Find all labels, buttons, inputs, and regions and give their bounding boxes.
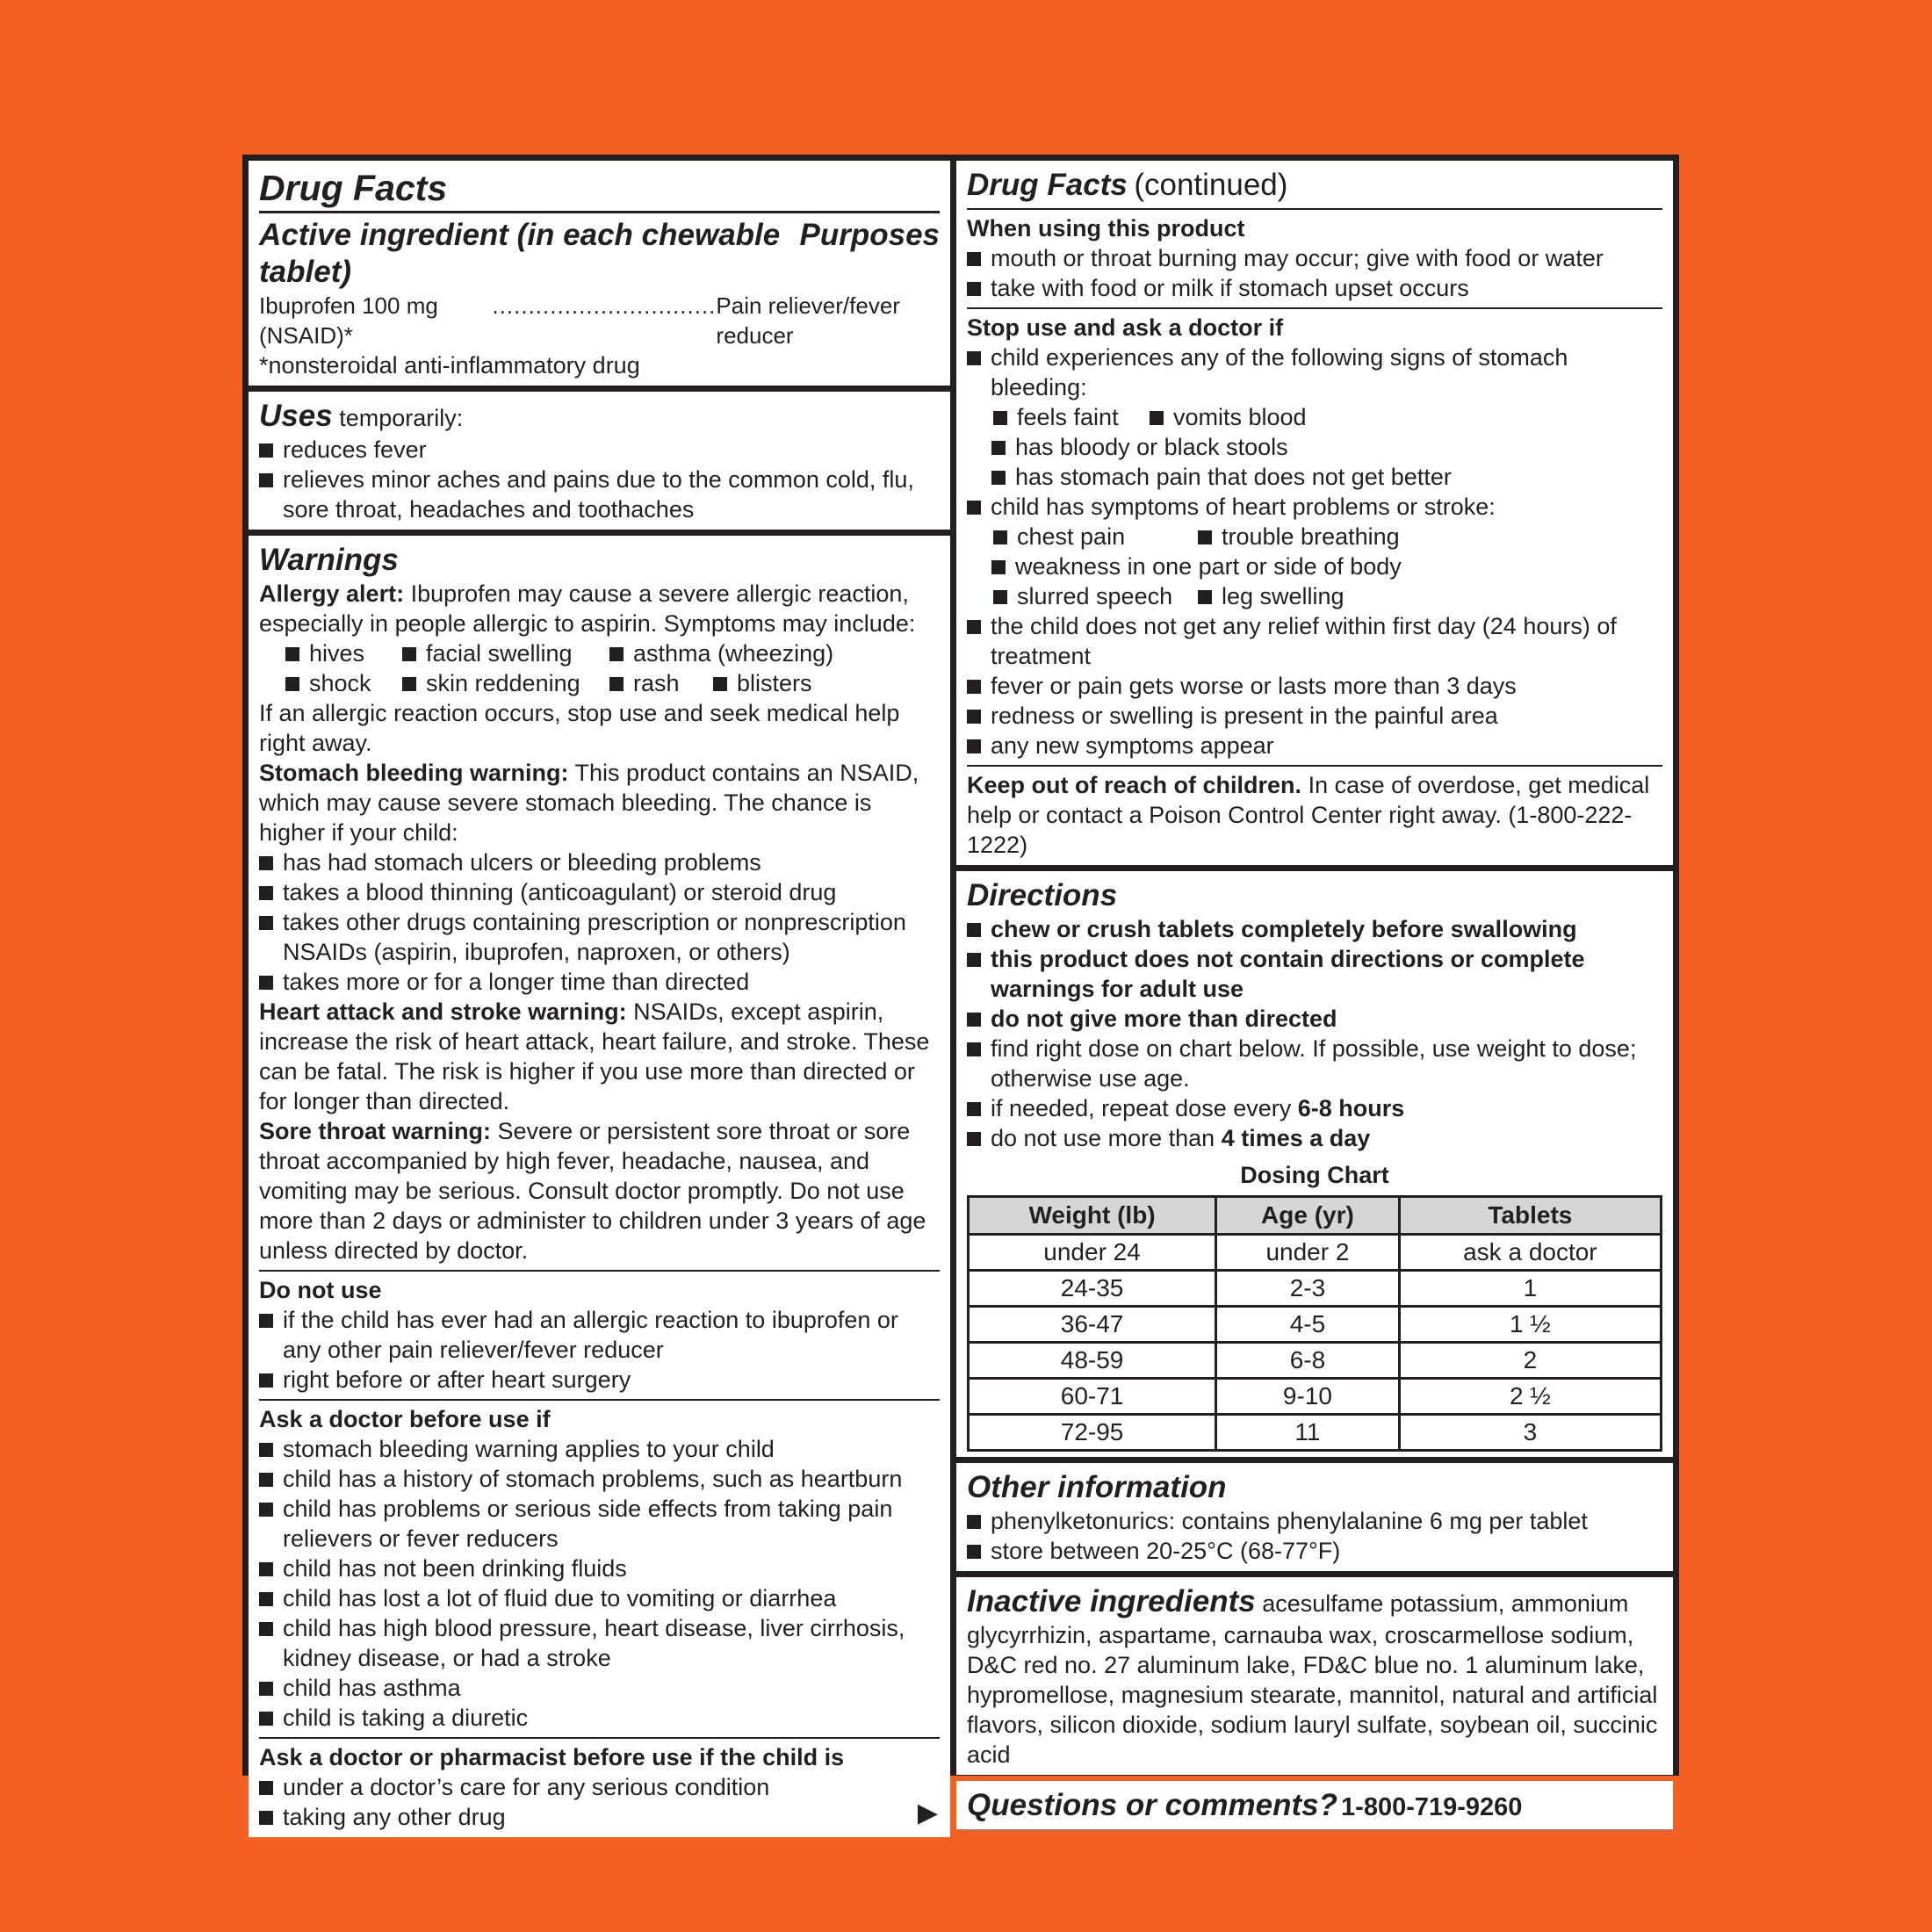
- table-header-row: [969, 1197, 1662, 1235]
- inactive-ingredients-title: Inactive ingredients: [967, 1584, 1256, 1618]
- other-information-panel: [956, 1463, 1673, 1571]
- active-ingredient-panel: [249, 161, 950, 386]
- list-item: find right dose on chart below. If possible, use weight to dose; otherwise use age.: [967, 1034, 1662, 1093]
- divider: [259, 211, 940, 213]
- table-row: [969, 1271, 1662, 1307]
- list-item: stomach bleeding warning applies to your child: [259, 1434, 940, 1464]
- heart-warning: Heart attack and stroke warning: NSAIDs, except aspirin, increase the risk of heart attack, heart failure, and stroke. These can be fatal. The risk is higher if you use more than directed or for longer than directed.: [259, 998, 930, 1114]
- list-item: if the child has ever had an allergic reaction to ibuprofen or any other pain reliever/fever reducer: [259, 1305, 940, 1365]
- allergy-alert: Allergy alert: Ibuprofen may cause a severe allergic reaction, especially in people allergic to aspirin. Symptoms may include:: [259, 580, 916, 637]
- inactive-ingredients-text: acesulfame potassium, ammonium glycyrrhizin, aspartame, carnauba wax, croscarmellose sodium, D&C red no. 27 aluminum lake, FD&C blue no. 1 aluminum lake, hypromellose, magnesium stearate, mannitol, natural and artificial flavors, silicon dioxide, sodium lauryl sulfate, soybean oil, succinic acid: [967, 1590, 1658, 1768]
- continued-suffix: (continued): [1134, 168, 1288, 202]
- table-cell: 2: [1399, 1343, 1661, 1379]
- dosing-chart: [967, 1195, 1662, 1452]
- bleeding-signs: [993, 402, 1662, 432]
- heart-signs: [993, 581, 1662, 611]
- warnings-title: Warnings: [259, 543, 399, 577]
- divider: [259, 1399, 940, 1401]
- table-row: [969, 1379, 1662, 1415]
- directions-panel: [956, 871, 1673, 1457]
- table-row: [969, 1343, 1662, 1379]
- table-cell: 36-47: [969, 1307, 1216, 1343]
- table-row: [969, 1307, 1662, 1343]
- list-item: takes more or for a longer time than directed: [259, 967, 940, 997]
- list-item: takes a blood thinning (anticoagulant) or steroid drug: [259, 877, 940, 907]
- symptom: shock: [285, 668, 402, 698]
- divider: [259, 1737, 940, 1739]
- uses-title: Uses: [259, 399, 333, 433]
- list-item: mouth or throat burning may occur; give with food or water: [967, 243, 1662, 273]
- left-column: [249, 161, 950, 1830]
- divider: [259, 1270, 940, 1272]
- do-not-use-heading: Do not use: [259, 1277, 382, 1303]
- divider: [967, 307, 1662, 309]
- table-cell: 24-35: [969, 1271, 1216, 1307]
- directions-title: Directions: [967, 878, 1118, 912]
- warnings-panel: [249, 536, 950, 1837]
- symptom: hives: [285, 638, 402, 668]
- list-item: child is taking a diuretic: [259, 1703, 940, 1733]
- table-cell: 6-8: [1216, 1343, 1400, 1379]
- list-item: child has problems or serious side effects from taking pain relievers or fever reducers: [259, 1494, 940, 1554]
- list-item: relieves minor aches and pains due to the common cold, flu, sore throat, headaches and toothaches: [259, 465, 940, 524]
- continued-title: Drug Facts: [967, 168, 1128, 202]
- sign: weakness in one part or side of body: [991, 551, 1662, 581]
- divider: [967, 765, 1662, 767]
- table-cell: 1: [1399, 1271, 1661, 1307]
- list-item: redness or swelling is present in the painful area: [967, 701, 1662, 731]
- allergy-after: If an allergic reaction occurs, stop use and seek medical help right away.: [259, 700, 900, 756]
- questions-title: Questions or comments?: [967, 1788, 1338, 1822]
- list-item: reduces fever: [259, 435, 940, 465]
- table-row: [969, 1415, 1662, 1451]
- sign: feels faint: [993, 402, 1150, 432]
- column-header: Weight (lb): [969, 1197, 1216, 1235]
- list-item: has had stomach ulcers or bleeding problems: [259, 847, 940, 877]
- list-item: phenylketonurics: contains phenylalanine 6 mg per tablet: [967, 1506, 1662, 1536]
- list-item: the child does not get any relief within first day (24 hours) of treatment: [967, 611, 1662, 671]
- sign: has stomach pain that does not get better: [991, 462, 1662, 492]
- column-header: Age (yr): [1216, 1197, 1400, 1235]
- list-item: right before or after heart surgery: [259, 1365, 940, 1395]
- list-item: takes other drugs containing prescription or nonprescription NSAIDs (aspirin, ibuprofen, naproxen, or others): [259, 907, 940, 967]
- drug-facts-title: Drug Facts: [259, 168, 448, 208]
- stop-use-heading: Stop use and ask a doctor if: [967, 314, 1284, 341]
- table-cell: 3: [1399, 1415, 1661, 1451]
- dosing-chart-title: Dosing Chart: [1240, 1162, 1389, 1188]
- ingredient-footnote: *nonsteroidal anti-inflammatory drug: [259, 352, 640, 378]
- sign: chest pain: [993, 522, 1198, 551]
- ask-doctor-heading: Ask a doctor before use if: [259, 1406, 551, 1432]
- allergy-symptoms: [285, 638, 940, 698]
- table-cell: 4-5: [1216, 1307, 1400, 1343]
- questions-phone: 1-800-719-9260: [1341, 1793, 1523, 1821]
- list-item: child has asthma: [259, 1673, 940, 1703]
- list-item: if needed, repeat dose every 6-8 hours: [967, 1093, 1662, 1123]
- table-cell: under 24: [969, 1235, 1216, 1271]
- table-cell: 72-95: [969, 1415, 1216, 1451]
- table-cell: under 2: [1216, 1235, 1400, 1271]
- continued-panel: [956, 161, 1673, 865]
- keep-out-of-reach: Keep out of reach of children. In case of overdose, get medical help or contact a Poison Control Center right away. (1-800-222-1222): [967, 772, 1650, 858]
- sign: slurred speech: [993, 581, 1198, 611]
- symptom: skin reddening: [402, 668, 609, 698]
- list-item: fever or pain gets worse or lasts more than 3 days: [967, 671, 1662, 701]
- list-item: child has symptoms of heart problems or stroke:: [967, 492, 1662, 522]
- purposes-heading: Purposes: [799, 218, 940, 252]
- sign: trouble breathing: [1198, 522, 1662, 551]
- list-item: under a doctor’s care for any serious condition: [259, 1772, 940, 1802]
- list-item: taking any other drug: [259, 1802, 940, 1832]
- table-cell: 48-59: [969, 1343, 1216, 1379]
- list-item: this product does not contain directions or complete warnings for adult use: [967, 944, 1662, 1004]
- active-ingredient-heading-row: [259, 217, 940, 291]
- dot-leader: ...............................: [492, 292, 717, 319]
- list-item: child has not been drinking fluids: [259, 1554, 940, 1583]
- list-item: chew or crush tablets completely before swallowing: [967, 914, 1662, 944]
- uses-intro: temporarily:: [339, 405, 464, 431]
- list-item: do not give more than directed: [967, 1004, 1662, 1034]
- symptom: rash: [609, 668, 713, 698]
- table-cell: 2 ½: [1399, 1379, 1661, 1415]
- questions-panel: [956, 1781, 1673, 1829]
- list-item: child has a history of stomach problems, such as heartburn: [259, 1464, 940, 1494]
- table-cell: ask a doctor: [1399, 1235, 1661, 1271]
- divider: [967, 208, 1662, 210]
- list-item: child has lost a lot of fluid due to vomiting or diarrhea: [259, 1583, 940, 1613]
- list-item: do not use more than 4 times a day: [967, 1123, 1662, 1153]
- ask-pharmacist-heading: Ask a doctor or pharmacist before use if the child is: [259, 1744, 845, 1770]
- ingredient-name: Ibuprofen 100 mg (NSAID)*: [259, 292, 438, 349]
- sign: leg swelling: [1198, 581, 1662, 611]
- symptom: blisters: [713, 668, 940, 698]
- other-information-title: Other information: [967, 1470, 1227, 1504]
- drug-facts-label: [242, 155, 1679, 1830]
- table-row: [969, 1235, 1662, 1271]
- list-item: take with food or milk if stomach upset occurs: [967, 273, 1662, 303]
- when-using-heading: When using this product: [967, 215, 1245, 242]
- list-item: child experiences any of the following signs of stomach bleeding:: [967, 342, 1662, 402]
- heart-signs: [993, 522, 1662, 551]
- active-ingredient-heading: Active ingredient (in each chewable tablet): [259, 218, 781, 289]
- uses-panel: [249, 392, 950, 530]
- right-column: [956, 161, 1673, 1822]
- active-ingredient-line: [259, 291, 940, 350]
- symptom: asthma (wheezing): [609, 638, 940, 668]
- ingredient-purpose: Pain reliever/fever reducer: [716, 292, 900, 349]
- continue-arrow-icon: ▶: [917, 1799, 938, 1827]
- symptom: facial swelling: [402, 638, 609, 668]
- list-item: any new symptoms appear: [967, 731, 1662, 761]
- table-cell: 60-71: [969, 1379, 1216, 1415]
- inactive-ingredients-panel: [956, 1577, 1673, 1775]
- table-cell: 1 ½: [1399, 1307, 1661, 1343]
- column-header: Tablets: [1399, 1197, 1661, 1235]
- table-cell: 2-3: [1216, 1271, 1400, 1307]
- list-item: store between 20-25°C (68-77°F): [967, 1536, 1662, 1566]
- sore-throat-warning: Sore throat warning: Severe or persistent sore throat or sore throat accompanied by high fever, headache, nausea, and vomiting may be serious. Consult doctor promptly. Do not use more than 2 days or administer to children under 3 years of age unless directed by doctor.: [259, 1118, 926, 1264]
- table-cell: 11: [1216, 1415, 1400, 1451]
- list-item: child has high blood pressure, heart disease, liver cirrhosis, kidney disease, or had a stroke: [259, 1613, 940, 1673]
- sign: vomits blood: [1150, 402, 1662, 432]
- stomach-warning: Stomach bleeding warning: This product contains an NSAID, which may cause severe stomach bleeding. The chance is higher if your child:: [259, 760, 919, 846]
- sign: has bloody or black stools: [991, 432, 1662, 462]
- table-cell: 9-10: [1216, 1379, 1400, 1415]
